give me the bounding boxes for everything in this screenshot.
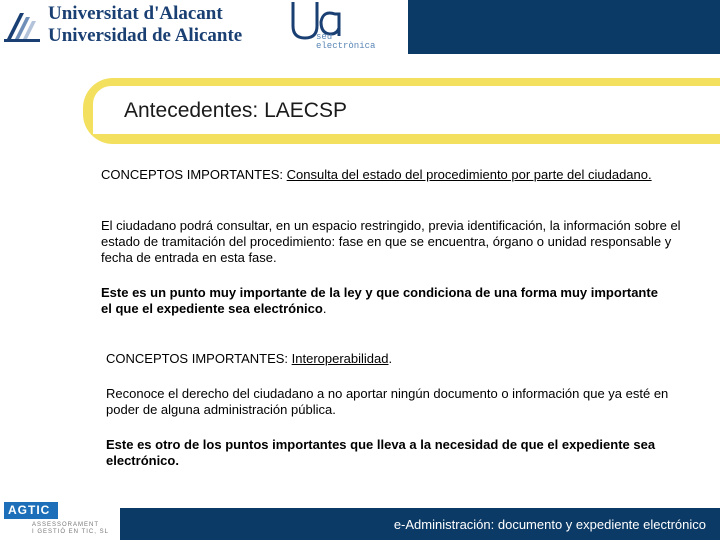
footer-caption: e-Administración: documento y expediente electrónico [393, 517, 706, 532]
header-band [408, 0, 720, 54]
section2-heading-prefix: CONCEPTOS IMPORTANTES: [106, 351, 292, 366]
section1-emphasis [101, 285, 661, 317]
section2-heading [106, 351, 696, 367]
agtic-subtitle-line2: I GESTIÓ EN TIC, SL [32, 529, 109, 535]
section2-body: Reconoce el derecho del ciudadano a no aportar ningún documento o información que ya esté en poder de alguna administración pública. [106, 386, 669, 417]
slide-title: Antecedentes: LAECSP [124, 99, 347, 122]
seu-label-line2: electrònica [316, 41, 376, 51]
section1-emphasis-end: . [322, 301, 327, 316]
section1-heading-prefix: CONCEPTOS IMPORTANTES: [101, 167, 287, 182]
university-emblem-icon [4, 9, 42, 43]
university-name-valencian: Universitat d'Alacant [48, 3, 223, 24]
seu-electronica-logo[interactable] [285, 0, 405, 56]
university-name-spanish: Universidad de Alicante [48, 25, 243, 46]
seu-label-line1: seu [316, 32, 333, 42]
agtic-subtitle-line1: ASSESSORAMENT [32, 522, 100, 528]
section1-emphasis-text: Este es un punto muy importante de la ley y que condiciona de una forma muy importante el que el expediente sea electrónico [101, 285, 658, 316]
agtic-logo-text: AGTIC [8, 503, 51, 517]
section2-heading-topic: Interoperabilidad [291, 351, 389, 366]
agtic-subtitle [32, 522, 109, 536]
university-logo[interactable] [0, 0, 243, 56]
section1-heading-topic: Consulta del estado del procedimiento por parte del ciudadano. [286, 167, 652, 182]
section1-heading [101, 167, 661, 183]
section2-emphasis: Este es otro de los puntos importantes que lleva a la necesidad de que el expediente sea electrónico. [106, 437, 656, 468]
section2-heading-end: . [388, 351, 393, 366]
seu-label [316, 33, 375, 51]
header [0, 0, 720, 56]
section1-body: El ciudadano podrá consultar, en un espacio restringido, previa identificación, la información sobre el estado de tramitación del procedimiento: fase en que se encuentra, órgano o unidad responsable y fecha de entrada en esta fase. [101, 218, 681, 265]
